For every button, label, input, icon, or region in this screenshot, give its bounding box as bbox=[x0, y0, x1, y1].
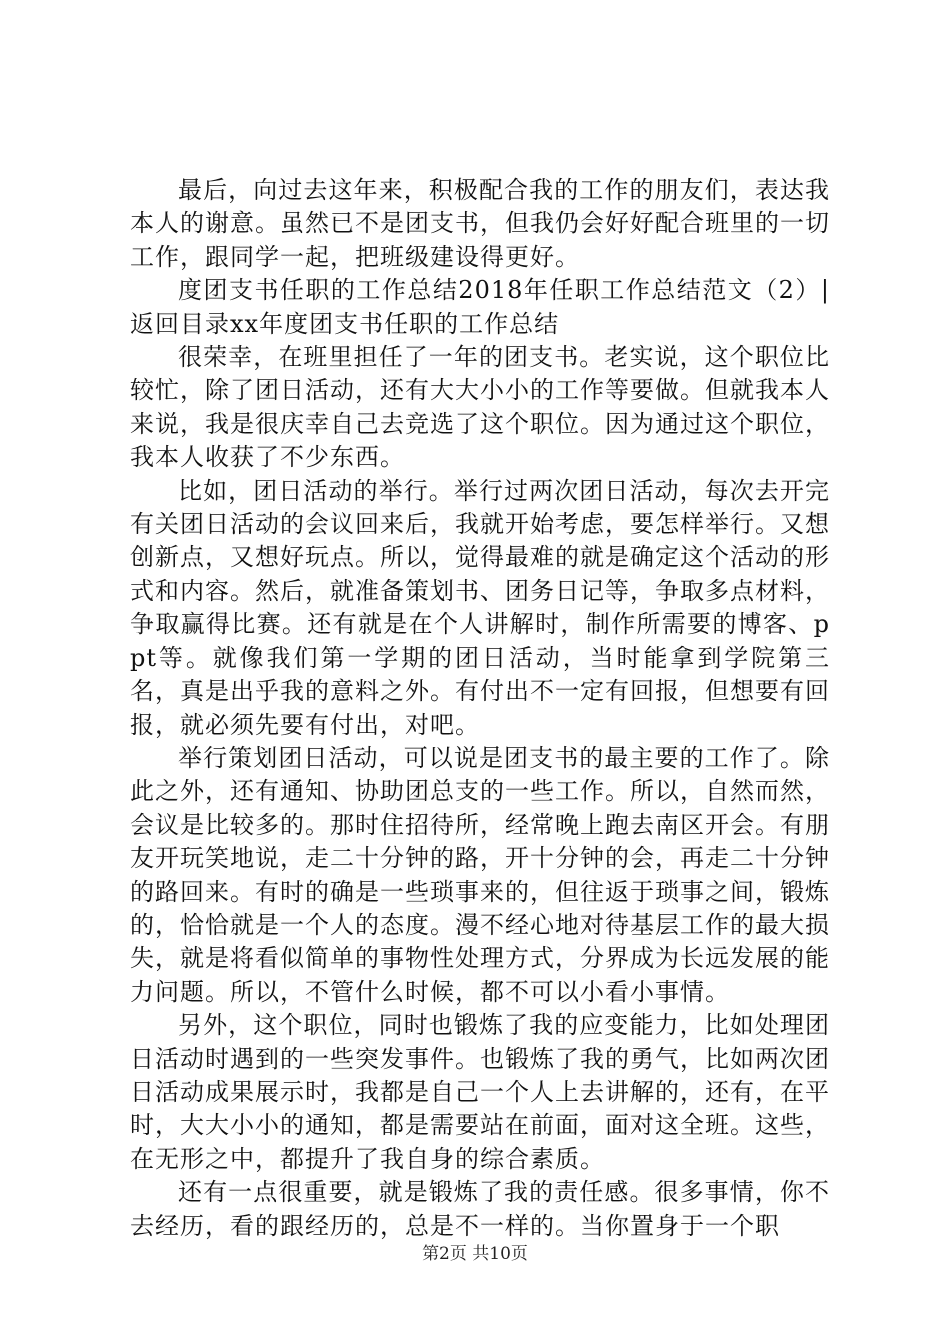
document-body bbox=[130, 174, 830, 1243]
paragraph-main-work: 举行策划团日活动，可以说是团支书的最主要的工作了。除此之外，还有通知、协助团总支的一些工作。所以，自然而然，会议是比较多的。那时住招待所，经常晚上跑去南区开会。有朋友开玩笑地说，走二十分钟的路，开十分钟的会，再走二十分钟的路回来。有时的确是一些琐事来的，但往返于琐事之间，锻炼的，恰恰就是一个人的态度。漫不经心地对待基层工作的最大损失，就是将看似简单的事物性处理方式，分界成为长远发展的能力问题。所以，不管什么时候，都不可以小看小事情。 bbox=[130, 743, 830, 1006]
paragraph-responsibility: 还有一点很重要，就是锻炼了我的责任感。很多事情，你不去经历，看的跟经历的，总是不一样的。当你置身于一个职 bbox=[130, 1178, 830, 1240]
paragraph-intro: 很荣幸，在班里担任了一年的团支书。老实说，这个职位比较忙，除了团日活动，还有大大小小的工作等要做。但就我本人来说，我是很庆幸自己去竞选了这个职位。因为通过这个职位，我本人收获了不少东西。 bbox=[130, 343, 830, 472]
paragraph-thanks: 最后，向过去这年来，积极配合我的工作的朋友们，表达我本人的谢意。虽然已不是团支书，但我仍会好好配合班里的一切工作，跟同学一起，把班级建设得更好。 bbox=[130, 176, 830, 271]
paragraph-activities: 比如，团日活动的举行。举行过两次团日活动，每次去开完有关团日活动的会议回来后，我就开始考虑，要怎样举行。又想创新点，又想好玩点。所以，觉得最难的就是确定这个活动的形式和内容。然后，就准备策划书、团务日记等，争取多点材料，争取赢得比赛。还有就是在个人讲解时，制作所需要的博客、ppt等。就像我们第一学期的团日活动，当时能拿到学院第三名，真是出乎我的意料之外。有付出不一定有回报，但想要有回报，就必须先要有付出，对吧。 bbox=[130, 476, 830, 739]
page-number-footer: 第2页 共10页 bbox=[422, 1244, 528, 1264]
paragraph-adaptability: 另外，这个职位，同时也锻炼了我的应变能力，比如处理团日活动时遇到的一些突发事件。也锻炼了我的勇气，比如两次团日活动成果展示时，我都是自己一个人上去讲解的，还有，在平时，大大小小的通知，都是需要站在前面，面对这全班。这些，在无形之中，都提升了我自身的综合素质。 bbox=[130, 1011, 830, 1173]
paragraph-heading-link: 度团支书任职的工作总结2018年任职工作总结范文（2）|返回目录xx年度团支书任职的工作总结 bbox=[130, 276, 830, 338]
